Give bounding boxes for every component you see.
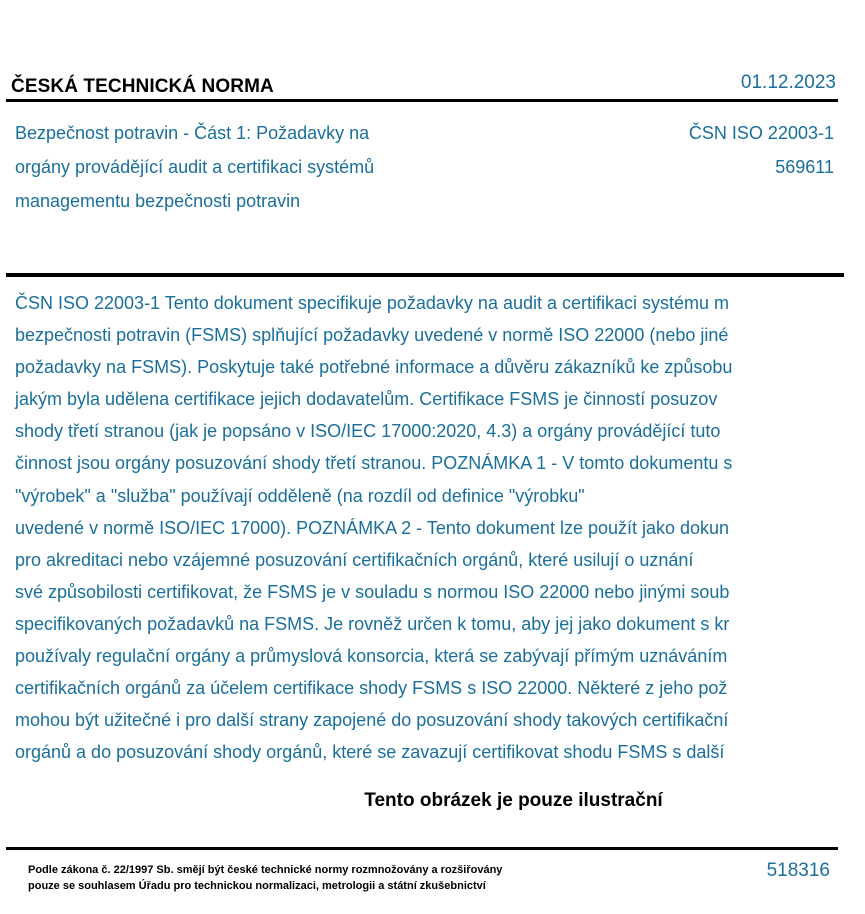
standard-subject (15, 116, 535, 218)
abstract-line: pro akreditaci nebo vzájemné posuzování certifikačních orgánů, které usilují o uznání (15, 549, 694, 570)
subject-line: orgány provádějící audit a certifikaci systémů (15, 157, 375, 177)
abstract-line: jakým byla udělena certifikace jejich dodavatelům. Certifikace FSMS je činností posuzov (15, 389, 718, 410)
subject-line: Bezpečnost potravin - Část 1: Požadavky na (15, 123, 370, 143)
document-header-title: ČESKÁ TECHNICKÁ NORMA (11, 76, 274, 97)
abstract-line: své způsobilosti certifikovat, že FSMS je v souladu s normou ISO 22000 nebo jinými soub (15, 581, 730, 602)
abstract-line: specifikovaných požadavků na FSMS. Je rovněž určen k tomu, aby jej jako dokument s kr (15, 613, 730, 634)
standard-code: ČSN ISO 22003-1 (688, 123, 834, 143)
publication-date: 01.12.2023 (740, 72, 836, 93)
abstract-line: činnost jsou orgány posuzování shody třetí stranou. POZNÁMKA 1 - V tomto dokumentu s (15, 453, 733, 474)
abstract-line: ČSN ISO 22003-1 Tento dokument specifikuje požadavky na audit a certifikaci systému m (15, 293, 730, 313)
section-divider (6, 273, 844, 277)
header-divider (6, 99, 838, 102)
illustration-note (0, 790, 865, 812)
abstract-line: "výrobek" a "služba" používají odděleně (na rozdíl od definice "výrobku" (15, 485, 585, 506)
catalog-number: 569611 (775, 157, 834, 177)
abstract-line: orgánů a do posuzování shody orgánů, které se zavazují certifikovat shodu FSMS s další (15, 742, 725, 763)
abstract-line: uvedené v normě ISO/IEC 17000). POZNÁMKA 2 - Tento dokument lze použít jako dokun (15, 517, 730, 538)
legal-notice-line: Podle zákona č. 22/1997 Sb. smějí být české technické normy rozmnožovány a rozšiřovány (28, 864, 503, 876)
legal-notice-line: pouze se souhlasem Úřadu pro technickou normalizaci, metrologii a státní zkušebnictví (28, 880, 486, 892)
abstract-line: certifikačních orgánů za účelem certifikace shody FSMS s ISO 22000. Některé z jeho pož (15, 678, 728, 699)
subject-line: managementu bezpečnosti potravin (15, 191, 301, 211)
abstract-line: shody třetí stranou (jak je popsáno v ISO/IEC 17000:2020, 4.3) a orgány provádějící tuto (15, 421, 721, 442)
legal-notice (28, 862, 502, 894)
abstract-text (15, 287, 865, 768)
footer-number: 518316 (766, 860, 830, 881)
abstract-line: používaly regulační orgány a průmyslová konsorcia, která se zabývají přímým uznáváním (15, 646, 728, 667)
abstract-line: požadavky na FSMS). Poskytuje také potřebné informace a důvěru zákazníků ke způsobu (15, 357, 733, 378)
illustration-note-text: Tento obrázek je pouze ilustrační (364, 790, 663, 811)
abstract-line: bezpečnosti potravin (FSMS) splňující požadavky uvedené v normě ISO 22000 (nebo jiné (15, 325, 729, 346)
footer-divider (6, 847, 838, 850)
abstract-line: mohou být užitečné i pro další strany zapojené do posuzování shody takových certifikační (15, 710, 729, 731)
